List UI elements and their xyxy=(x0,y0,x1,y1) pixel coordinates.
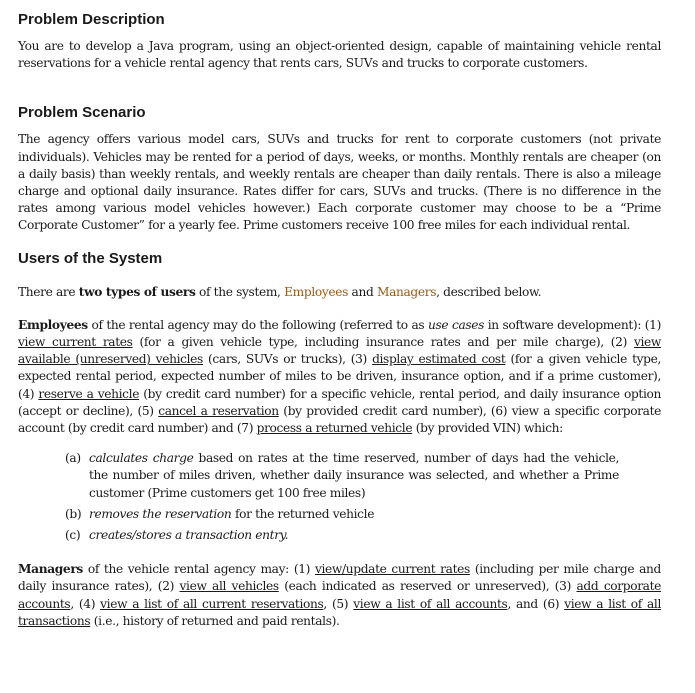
text-run: , described below. xyxy=(436,284,542,299)
text-run: (for a given vehicle type, expected rental period, expected number of miles to be driven, insurance option, and if a prime customer), (4) xyxy=(18,352,661,401)
use-case-view-all-accounts: view a list of all accounts xyxy=(353,596,508,611)
text-run: , (5) xyxy=(323,596,354,611)
italic-use-cases: use cases xyxy=(428,317,485,332)
employees-term: Employees xyxy=(284,284,349,299)
heading-problem-scenario: Problem Scenario xyxy=(18,104,146,122)
paragraph-managers xyxy=(18,561,661,630)
bold-two-types: two types of users xyxy=(78,284,196,299)
text-run: and xyxy=(348,284,377,299)
paragraph-users-intro xyxy=(18,284,661,301)
heading-users-of-system: Users of the System xyxy=(18,249,163,267)
paragraph-employees xyxy=(18,317,661,437)
use-case-display-estimated-cost: display estimated cost xyxy=(372,352,506,367)
list-marker: (c) xyxy=(65,528,81,543)
paragraph-problem-scenario: The agency offers various model cars, SUVs and trucks for rent to corporate customers (not private individuals). Vehicles may be rented for a period of days, weeks, or months. Monthly rentals are cheaper (on a daily basis) than weekly rentals, and weekly rentals are cheaper than daily rentals. There is also a mileage charge and optional daily insurance. Rates differ for cars, SUVs and trucks. (There is no difference in the rates among various model vehicles however.) Each corporate customer may choose to be a “Prime Corporate Customer” for a yearly fee. Prime customers receive 100 free miles for each individual rental. xyxy=(18,132,661,233)
use-case-process-returned-vehicle: process a returned vehicle xyxy=(256,421,413,436)
use-case-reserve-vehicle: reserve a vehicle xyxy=(38,386,140,401)
use-case-view-update-rates: view/update current rates xyxy=(314,562,470,577)
text-run: There are xyxy=(18,284,79,299)
heading-problem-description: Problem Description xyxy=(18,11,165,28)
text-run: of the system, xyxy=(195,284,285,299)
list-item-text xyxy=(89,506,619,523)
text-run: , and (6) xyxy=(507,596,565,611)
italic-action: removes the reservation xyxy=(89,506,232,521)
text-run: (by provided VIN) which: xyxy=(412,421,563,436)
list-item xyxy=(65,527,661,544)
list-item xyxy=(65,450,661,502)
list-item-text xyxy=(89,527,619,544)
italic-action: creates/stores a transaction entry. xyxy=(89,528,289,543)
list-marker: (a) xyxy=(65,451,81,466)
use-case-view-all-transactions: view a list of all transactions xyxy=(18,596,662,628)
use-case-add-corporate-accounts: add corporate accounts xyxy=(18,579,661,611)
text-run: (by credit card number) for a specific vehicle, rental period, and daily insurance option (accept or decline), (5) xyxy=(18,386,661,418)
text-run: (by provided credit card number), (6) view a specific corporate account (by credit card number) and (7) xyxy=(18,403,661,436)
text-run: of the rental agency may do the following (referred to as xyxy=(87,317,428,332)
text-run: (each indicated as reserved or unreserved), (3) xyxy=(278,579,577,594)
text-run: of the vehicle rental agency may: (1) xyxy=(82,562,315,577)
use-case-view-current-reservations: view a list of all current reservations xyxy=(100,596,324,611)
text-run: (i.e., history of returned and paid rentals). xyxy=(90,613,340,628)
list-item xyxy=(65,506,661,523)
italic-action: calculates charge xyxy=(89,451,194,466)
list-marker: (b) xyxy=(65,506,82,521)
managers-term: Managers xyxy=(376,284,437,299)
use-case-view-current-rates: view current rates xyxy=(18,335,133,350)
use-case-view-available-vehicles: view available (unreserved) vehicles xyxy=(18,335,661,367)
text-run: (for a given vehicle type, including insurance rates and per mile charge), (2) xyxy=(132,335,634,350)
list-item-text xyxy=(89,450,619,502)
text-run: (cars, SUVs or trucks), (3) xyxy=(202,352,373,367)
employees-lead: Employees xyxy=(18,317,88,332)
text-run: in software development): (1) xyxy=(484,317,661,332)
use-case-view-all-vehicles: view all vehicles xyxy=(179,579,279,594)
document-page xyxy=(18,10,661,630)
text-run: for the returned vehicle xyxy=(231,506,375,521)
managers-lead: Managers xyxy=(18,562,83,577)
paragraph-problem-description: You are to develop a Java program, using an object-oriented design, capable of maintaining vehicle rental reservations for a vehicle rental agency that rents cars, SUVs and trucks to corporate customers. xyxy=(18,39,661,71)
text-run: based on rates at the time reserved, number of days had the vehicle, the number of miles driven, whether daily insurance was selected, and whether a Prime customer (Prime customers get 100 free miles) xyxy=(89,451,619,500)
process-steps-list xyxy=(65,450,661,544)
text-run: , (4) xyxy=(70,596,101,611)
text-run: (including per mile charge and daily insurance rates), (2) xyxy=(18,562,661,594)
use-case-cancel-reservation: cancel a reservation xyxy=(158,403,279,418)
